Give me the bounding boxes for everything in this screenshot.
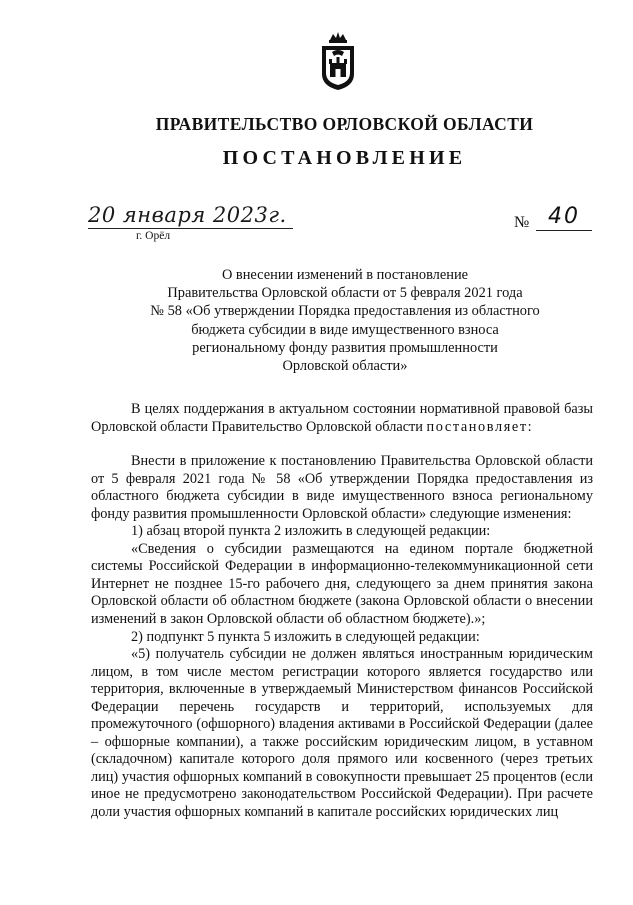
subject-line: Правительства Орловской области от 5 февраля 2021 года (167, 285, 523, 302)
document-type: ПОСТАНОВЛЕНИЕ (222, 147, 467, 169)
city-label: г. Орёл (136, 230, 171, 242)
subject-line: Орловской области» (282, 358, 408, 375)
orel-coat-of-arms-icon (318, 30, 358, 92)
document-subject (140, 266, 550, 375)
subject-line: региональному фонду развития промышленности (192, 339, 498, 356)
subject-line: № 58 «Об утверждении Порядка предоставления из областного (150, 303, 540, 320)
preamble-verb: постановляет: (426, 418, 534, 435)
preamble-text: В целях поддержания в актуальном состоянии нормативной правовой базы Орловской области Правительство Орловской области (91, 401, 593, 435)
intro-paragraph: Внести в приложение к постановлению Правительства Орловской области от 5 февраля 2021 года № 58 «Об утверждении Порядка предоставления из областного бюджета субсидии в виде имущественного взноса региональному фонду развития промышленности Орловской области» следующие изменения: (91, 453, 593, 522)
handwritten-number: 40 (536, 204, 592, 231)
item-1-text: «Сведения о субсидии размещаются на едином портале бюджетной системы Российской Федерации в информационно-телекоммуникационной сети Интернет не позднее 15-го рабочего дня, следующего за днем принятия закона Орловской области об областном бюджете (закона Орловской области о внесении изменений в закон Орловской области об областном бюджете).»; (91, 540, 593, 628)
organization-title: ПРАВИТЕЛЬСТВО ОРЛОВСКОЙ ОБЛАСТИ (155, 114, 534, 134)
document-body (91, 401, 593, 822)
preamble-paragraph (91, 401, 593, 436)
subject-line: бюджета субсидии в виде имущественного взноса (191, 321, 499, 338)
item-2-text: «5) получатель субсидии не должен являться иностранным юридическим лицом, в том числе местом регистрации которого является государство или территория, включенные в утверждаемый Министерством финансов Российской Федерации перечень государств и территорий, используемых для промежуточного (офшорного) владения активами в Российской Федерации (далее – офшорные компании), а также российским юридическим лицом, в уставном (складочном) капитале которого доля прямого или косвенного (через третьих лиц) участия офшорных компаний в совокупности превышает 25 процентов (если иное не предусмотрено законодательством Российской Федерации). При расчете доли участия офшорных компаний в капитале российских юридических лиц (91, 646, 593, 821)
item-2-heading: 2) подпункт 5 пункта 5 изложить в следующей редакции: (131, 628, 480, 645)
number-label: № (514, 214, 530, 231)
handwritten-date: 20 января 2023г. (88, 202, 293, 229)
subject-line: О внесении изменений в постановление (221, 267, 469, 283)
item-1-heading: 1) абзац второй пункта 2 изложить в следующей редакции: (131, 523, 491, 540)
